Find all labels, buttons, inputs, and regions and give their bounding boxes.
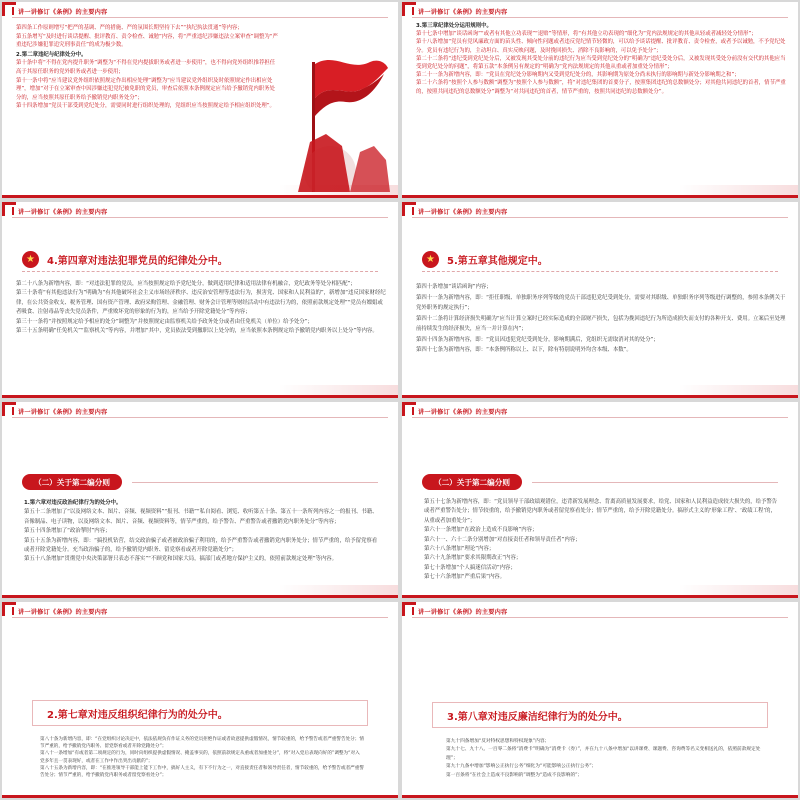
- paragraph: 第七十条增加“个人搞迷信活动”内容；: [424, 564, 516, 571]
- slide-5[interactable]: [2, 402, 398, 598]
- slide-2[interactable]: [402, 2, 798, 198]
- slide-header: [12, 5, 107, 17]
- paragraph: 第九十四条增加“反对特权思想和特权现象”内容；: [446, 739, 550, 744]
- paragraph: 第六十八条增加“理论”内容；: [424, 546, 495, 553]
- header-text: 讲一讲修订《条例》的主要内容: [18, 208, 108, 216]
- paragraph: 第十条中将“不得在党内提升职务”调整为“不得在党内提拔职务或者进一步使用”，也不得向党外组织推荐担任高于其原任职务的党外职务或者进一步使用；: [16, 60, 276, 75]
- paragraph: 第四十七条为新增内容，即：“本条例所称以上、以下，除有特别说明外均含本级、本数”。: [416, 347, 632, 353]
- pill-rule: [132, 482, 378, 483]
- paragraph: 第二十六条将“按照个人参与数额”调整为“按照个人参与数额”，将“对违纪集团的首要分子，按照集团违纪的总数额处分；对其他共同违纪的首者，情节严重的，按照共同违纪的总数额处分”调整为“对共同违纪的首者，情节严重的，按照共同违纪的总数额处分”。: [416, 80, 786, 95]
- paragraph: 第八十条为新增内容，即：“在党组织讨论决定中，依法依规负有作证义务的党员拒绝作证或者故意提供虚假情况，情节较重的，给予警告或者严重警告处分；情节严重的，给予撤销党内职务、留党察看或者开除党籍处分”；: [40, 737, 364, 750]
- paragraph: 第三十一条将“并按照规定给予相应的处分”调整为“并按照规定由监察机关给予政务处分或者由任免机关（单位）给予处分”；: [16, 318, 313, 325]
- slide-body: [416, 21, 786, 96]
- paragraph: 第九十九条中增加“影响公正执行公务”细化为“可能影响公正执行公务”；: [446, 764, 597, 770]
- slide-4[interactable]: [402, 202, 798, 398]
- header-text: 讲一讲修订《条例》的主要内容: [18, 8, 108, 16]
- section-pill: （二）关于第二编分则: [22, 474, 122, 490]
- paragraph: 第三十条将“有其他违法行为”明确为“有其他破坏社会主义市场经济秩序、违反治安管理等违法行为，损害党、国家和人民利益的”，新增加“违反国家财经纪律，在公共资金收支、税务管理、国有资产管理、政府采购管理、金融管理、财务会计管理等财经活动中有违法行为的，依照前款规定处理”“党员有嫖娼或者吸食、注射毒品等丧失党员条件，严重败坏党的形象的行为的，应当给予开除党籍处分”等内容；: [16, 290, 386, 316]
- slide-header: [412, 405, 507, 417]
- paragraph: 第三十五条明确“任免机关”“监察机关”等内容，并增加“其中，党员依法受到撤职以上处分的，应当依照本条例规定给予撤销党内职务以上处分”等内容。: [16, 328, 378, 335]
- header-rule: [412, 217, 788, 218]
- paragraph: 第六十九条增加“要求其限期改正”内容；: [424, 555, 522, 562]
- red-flag-icon: [290, 42, 390, 192]
- slide-header: [412, 5, 507, 17]
- paragraph: 第六十一、六十二条分别增加“对直接责任者和领导责任者”内容；: [424, 536, 581, 543]
- pill-rule: [532, 482, 778, 483]
- paragraph: 第五十八条增加“贯彻党中央决策部署只表态不落实”“不顾党和国家大局，搞部门或者地方保护主义的，依照前款规定处理”等内容。: [24, 556, 338, 563]
- header-text: 讲一讲修订《条例》的主要内容: [418, 208, 508, 216]
- bottom-decoration: [678, 185, 798, 195]
- paragraph: 第八十五条为新增内容，即：“在推进领导干部能上能下工作中，搞好人主义，有下不行为之一，对直接责任者和领导责任者，情节较重的，给予警告或者严重警告处分；情节严重的，给予撤销党内职务或者留党察看处分”；: [40, 765, 364, 779]
- slide-header: [12, 605, 107, 617]
- section-title: [422, 248, 778, 272]
- paragraph: 第七十六条增加“严重后果”内容。: [424, 574, 506, 581]
- bottom-decoration: [678, 585, 798, 595]
- header-rule: [12, 617, 388, 618]
- bottom-decoration: [278, 585, 398, 595]
- header-rule: [12, 217, 388, 218]
- paragraph: 第五十二条增加了“以及网络文本、图片、音频、视频资料”“报刊、书籍”“私自阅看、浏览、收听第五十条、第五十一条所列内容之一的报刊、书籍、音像制品、电子读物，以及网络文本、图片、音频、视频资料等，情节严重的，给予警告、严重警告或者撤销党内职务处分”等内容；: [24, 509, 378, 525]
- header-text: 讲一讲修订《条例》的主要内容: [18, 408, 108, 416]
- slide-8[interactable]: [402, 602, 798, 798]
- slide-header: [412, 205, 507, 217]
- paragraph: 第五十五条为新增内容，即：“搞投机钻营，结交政治骗子或者被政治骗子利用的，给予严重警告或者撤销党内职务处分；情节严重的，给予留党察看或者开除党籍处分。充当政治骗子的，给予撤销党内职务、留党察看或者开除党籍处分”；: [24, 537, 378, 554]
- paragraph: 第十七条中增加“谈话函询”“或者有其他立功表现”“退赔”等情形，将“有其他立功表现的”细化为“党内法规规定的其他从轻或者减轻处分情形”；: [416, 31, 757, 38]
- paragraph: 1.第六章对违反政治纪律行为的处分中。: [24, 500, 122, 506]
- paragraph: 第四条工作原则增写“把严的基调、严的措施、严的氛围长期坚持下去”“执纪执法贯通”等内容；: [16, 25, 243, 31]
- paragraph: 第五十四条增加了“政治掣肘”内容；: [24, 528, 111, 535]
- slide-header: [12, 405, 107, 417]
- paragraph: 第九十七、九十八、一百零二条将“消费卡”明确为“消费卡（券）”，并在九十八条中增加“以讲课费、课题费、咨询费等名义变相送礼的，依照前款规定处理”；: [446, 747, 761, 761]
- star-icon: ★: [22, 251, 39, 268]
- bottom-decoration: [278, 185, 398, 195]
- paragraph: 第二十二条将“违纪受到党纪处分后，又被发现其受处分前的违纪行为应当受到党纪处分的”明确为“违纪受处分后，又被发现其受处分前没有交代的其他应当受到党纪处分的问题”，将第五款“本条例另有规定的”明确为“党内法规规定的其他从重或者加重处分情形”；: [416, 55, 786, 71]
- paragraph: 第五条增写“及时进行谈话提醒、批评教育、责令检查、诫勉”内容，将“严重违纪涉嫌违法立案审查”调整为“严重违纪涉嫌犯罪追究刑事责任”的成为极少数。: [16, 33, 278, 49]
- bottom-decoration: [278, 385, 398, 395]
- paragraph: 2.第二章违纪与纪律处分中。: [16, 51, 87, 58]
- paragraph: 第二十八条为新增内容，即：“对违法犯罪的党员，应当按照规定给予党纪处分，做到适用纪律和适用法律有机融合，党纪政务等处分相匹配”；: [16, 281, 356, 287]
- slide-body: [446, 738, 764, 780]
- paragraph: 第八十一条增加“有或者第二项规定的行为，同时向组织提供虚假情况、掩盖事实的，依照前款规定从重或者加重处分”，将“对入党后表现向好的”调整为“对入党多年且一贯表现好，或者在工作中作出突出贡献的”；: [40, 751, 360, 764]
- header-text: 讲一讲修订《条例》的主要内容: [418, 608, 508, 616]
- slide-header: [12, 205, 107, 217]
- paragraph: 第十一条中将“应当建议党外组织依照规定作出相应处理”调整为“应当建议党外组织及时依照规定作出相应处理”，增加“对于在立案审查中因涉嫌违犯党纪被免职的党员，审查后依照本条例规定应当给予撤销党内职务处分的，应当按照其原任职务给予撤销党内职务处分”；: [16, 77, 275, 101]
- section-title: 3.第八章对违反廉洁纪律行为的处分中。: [432, 702, 768, 728]
- slide-header: [412, 605, 507, 617]
- paragraph: 第四十条增加“谈话函询”内容；: [416, 284, 492, 290]
- paragraph: 第十八条增加“党员有党风廉政方面的苗头性、倾向性问题或者违反党纪情节轻微的，可以给予谈话提醒、批评教育、责令检查，或者予以诫勉，不予党纪处分。党员有违纪行为的，主动坦白、真实反映问题，及时挽回损失、消除不良影响的，可以免予处分”；: [416, 39, 786, 54]
- slide-6[interactable]: [402, 402, 798, 598]
- star-icon: ★: [422, 251, 439, 268]
- header-text: 讲一讲修订《条例》的主要内容: [418, 8, 508, 16]
- header-rule: [412, 617, 788, 618]
- paragraph: 第四十二条将计算经济损失明确为“应当计算立案时已经实际造成的全部财产损失，包括为挽回违纪行为所造成损失而支付的各种开支、费用。立案后至处理前持续发生的经济损失，应当一并计算在内”；: [416, 315, 786, 332]
- paragraph: 第十四条增加“党员干部受到党纪处分，需要同时进行组织处理的，党组织应当按照规定给予相应组织处理”。: [16, 103, 275, 110]
- section-title: 2.第七章对违反组织纪律行为的处分中。: [32, 700, 368, 726]
- paragraph: 第六十一条增加“在政治上造成不良影响”内容；: [424, 527, 538, 534]
- section-title-text: 4.第四章对违法犯罪党员的纪律处分中。: [47, 256, 228, 267]
- section-pill: （二）关于第二编分则: [422, 474, 522, 490]
- header-text: 讲一讲修订《条例》的主要内容: [18, 608, 108, 616]
- slide-body: [24, 498, 378, 565]
- slide-3[interactable]: [2, 202, 398, 398]
- paragraph: 第五十七条为新增内容，即：“党员领导干部政绩观错位，违背新发展理念、背离高质量发展要求，给党、国家和人民利益造成较大损失的，给予警告或者严重警告处分；情节较重的，给予撤销党内职务或者留党察看处分；情节严重的，给予开除党籍处分。搞形式主义的‘形象工程’、‘政绩工程’的，从重或者加重处分”；: [424, 499, 778, 524]
- section-title: [22, 248, 378, 272]
- slide-7[interactable]: [2, 602, 398, 798]
- bottom-decoration: [678, 385, 798, 395]
- slide-body: [424, 498, 778, 583]
- header-rule: [12, 417, 388, 418]
- paragraph: 第一百条将“在社会上造成不良影响的”调整为“造成不良影响的”；: [446, 772, 583, 778]
- header-rule: [12, 17, 388, 18]
- header-rule: [412, 417, 788, 418]
- slide-body: [16, 280, 386, 336]
- paragraph: 第四十四条为新增内容，即：“党员因违犯党纪受到处分，影响期满后，党组织无需取消对其的处分”；: [416, 336, 659, 343]
- slide-body: [416, 282, 786, 356]
- paragraph: 第四十一条为新增内容，即：“拒任职级、单独职务序列等级的党员干部违犯党纪受到处分，需要对其职级、单独职务序列等级进行调整的，参照本条例关于党外职务的规定执行”；: [416, 294, 786, 311]
- section-title-text: 5.第五章其他规定中。: [447, 256, 548, 267]
- header-rule: [412, 17, 788, 18]
- header-text: 讲一讲修订《条例》的主要内容: [418, 408, 508, 416]
- slide-1[interactable]: [2, 2, 398, 198]
- slide-body: [40, 736, 364, 779]
- paragraph: 3.第三章纪律处分运用规则中。: [416, 23, 492, 29]
- slide-body: [16, 24, 278, 111]
- paragraph: 第二十一条为新增内容，即：“党员在党纪处分影响期内又受到党纪处分的，其影响期为原处分尚未执行的影响期与新处分影响期之和”；: [416, 72, 740, 79]
